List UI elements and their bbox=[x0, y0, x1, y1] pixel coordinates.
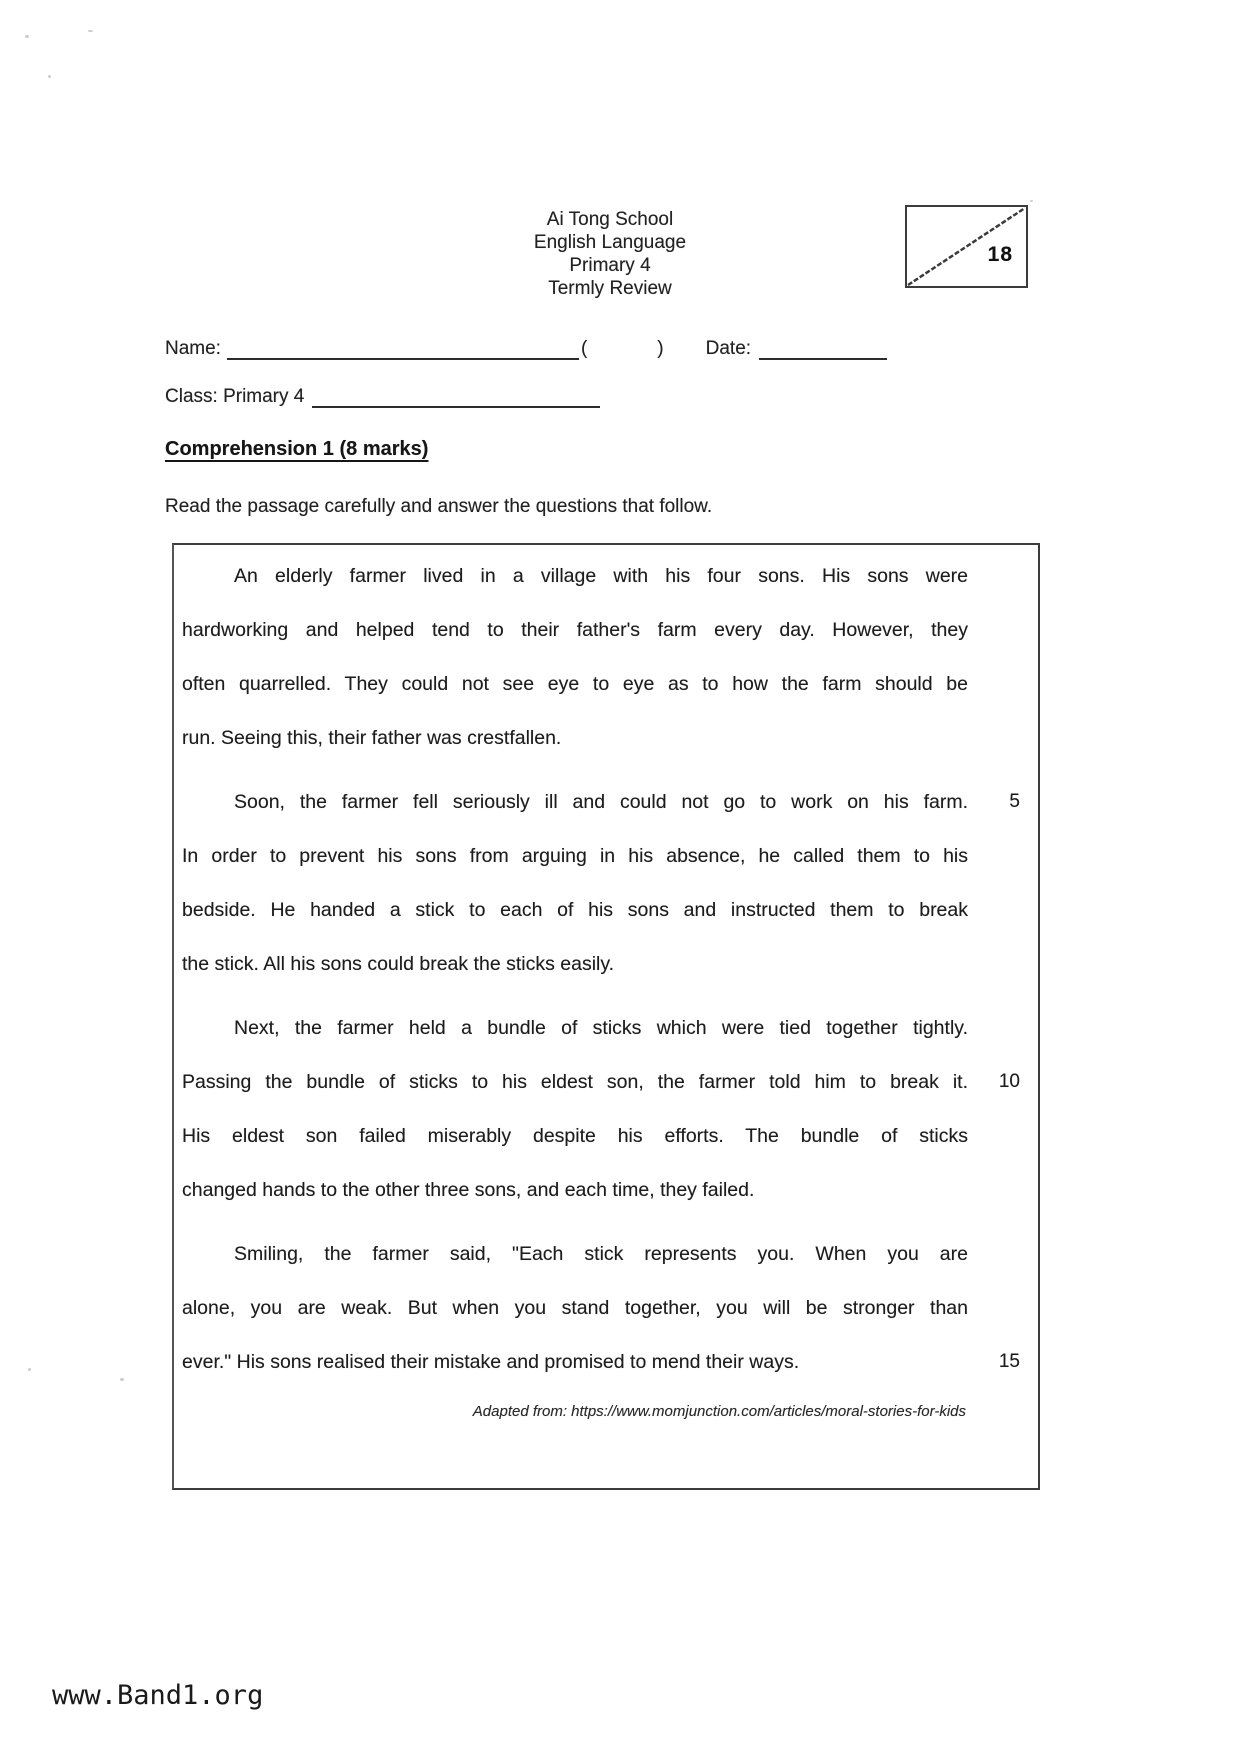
scan-speckle bbox=[28, 1368, 31, 1371]
scan-speckle bbox=[25, 35, 29, 38]
marks-box bbox=[905, 205, 1028, 288]
passage-line: bedside. He handed a stick to each of his sons and instructed them to break bbox=[182, 899, 968, 921]
site-watermark: www.Band1.org bbox=[52, 1680, 264, 1711]
passage-line: alone, you are weak. But when you stand together, you will be stronger than bbox=[182, 1297, 968, 1319]
total-marks-value: 18 bbox=[987, 243, 1013, 266]
passage-line: hardworking and helped tend to their father's farm every day. However, they bbox=[182, 619, 968, 641]
exam-type: Termly Review bbox=[548, 278, 672, 299]
class-blank-field bbox=[312, 382, 600, 408]
passage-line: His eldest son failed miserably despite his efforts. The bundle of sticks bbox=[182, 1125, 968, 1147]
name-date-row bbox=[165, 334, 905, 360]
line-number-10: 10 bbox=[998, 1071, 1020, 1092]
scan-speckle bbox=[48, 75, 51, 78]
scan-speckle bbox=[1030, 200, 1033, 202]
passage-line bbox=[182, 775, 1020, 829]
passage-box bbox=[172, 543, 1040, 1490]
class-row bbox=[165, 382, 600, 408]
name-blank-field bbox=[227, 334, 579, 360]
passage-line: changed hands to the other three sons, and each time, they failed. bbox=[182, 1179, 755, 1201]
source-attribution: Adapted from: https://www.momjunction.com/articles/moral-stories-for-kids bbox=[472, 1403, 966, 1420]
passage-line bbox=[182, 1055, 1020, 1109]
passage-line: In order to prevent his sons from arguing in his absence, he called them to his bbox=[182, 845, 968, 867]
passage-line-text: Soon, the farmer fell seriously ill and could not go to work on his farm. bbox=[234, 791, 968, 813]
passage-line-text: Passing the bundle of sticks to his eldest son, the farmer told him to break it. bbox=[182, 1071, 968, 1093]
class-label: Class: Primary 4 bbox=[165, 386, 305, 407]
passage-line: Smiling, the farmer said, "Each stick represents you. When you are bbox=[234, 1243, 968, 1265]
name-label: Name: bbox=[165, 338, 221, 359]
subject-name: English Language bbox=[533, 232, 687, 253]
index-open-paren: ( bbox=[580, 338, 588, 359]
passage-line: the stick. All his sons could break the sticks easily. bbox=[182, 953, 615, 975]
school-name: Ai Tong School bbox=[546, 209, 674, 230]
line-number-15: 15 bbox=[998, 1351, 1020, 1372]
passage-line-text: ever." His sons realised their mistake and promised to mend their ways. bbox=[182, 1351, 800, 1373]
scan-speckle bbox=[120, 1378, 124, 1381]
level-name: Primary 4 bbox=[569, 255, 651, 276]
line-number-5: 5 bbox=[1009, 791, 1020, 812]
passage-line: Next, the farmer held a bundle of sticks which were tied together tightly. bbox=[234, 1017, 968, 1039]
date-blank-field bbox=[759, 334, 887, 360]
date-label: Date: bbox=[705, 338, 752, 359]
passage-line: An elderly farmer lived in a village with his four sons. His sons were bbox=[234, 565, 968, 587]
scan-speckle bbox=[88, 30, 93, 32]
passage-line bbox=[182, 1335, 1020, 1389]
instruction-text: Read the passage carefully and answer the questions that follow. bbox=[165, 496, 713, 517]
document-header bbox=[410, 208, 810, 300]
section-heading: Comprehension 1 (8 marks) bbox=[165, 438, 429, 460]
passage-line: run. Seeing this, their father was crestfallen. bbox=[182, 727, 562, 749]
index-close-paren: ) bbox=[657, 338, 664, 359]
passage-line: often quarrelled. They could not see eye to eye as to how the farm should be bbox=[182, 673, 968, 695]
